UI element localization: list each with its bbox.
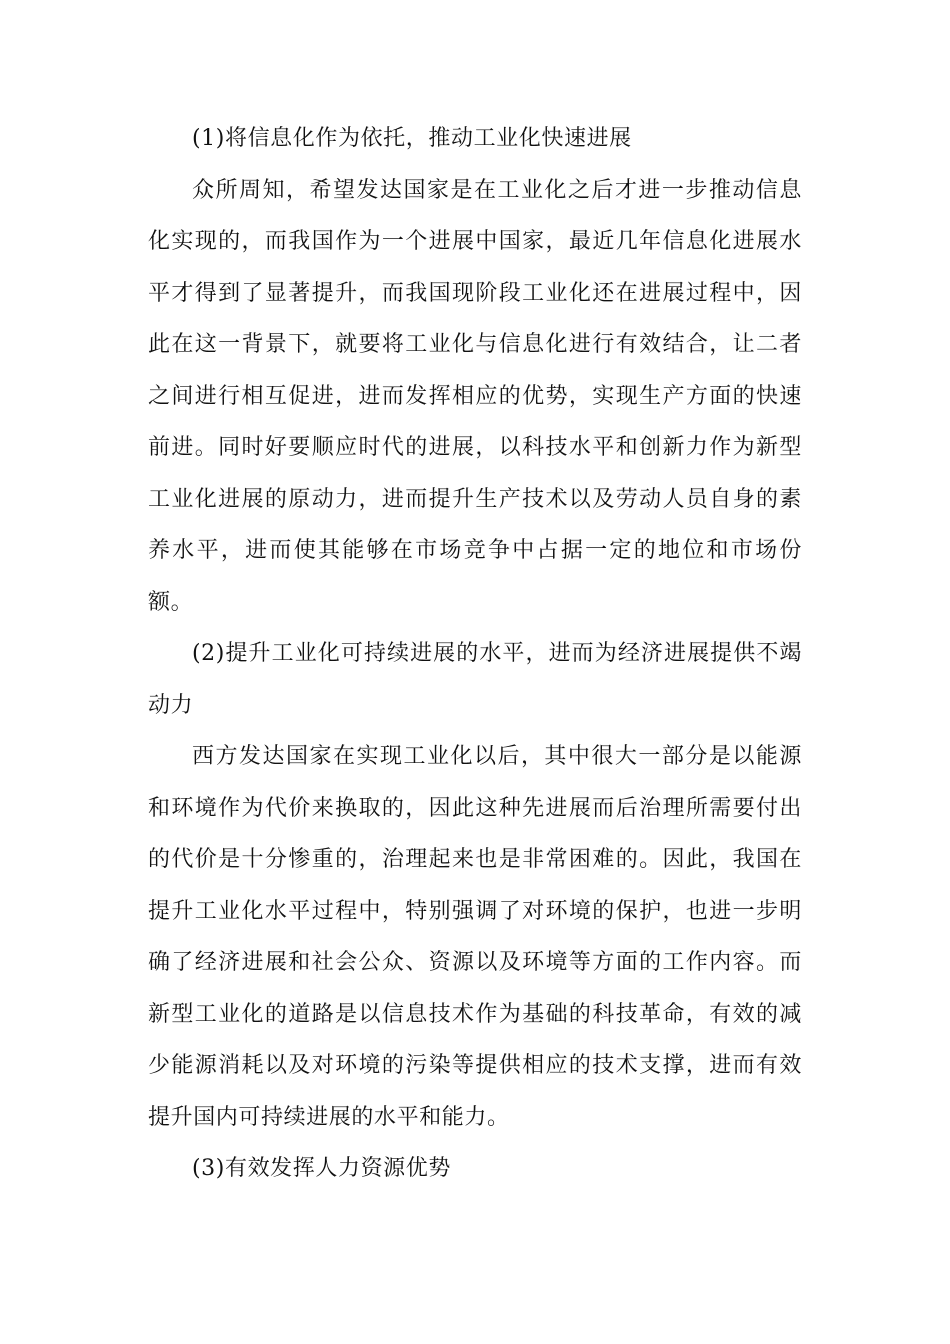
heading-1: (1)将信息化作为依托，推动工业化快速进展 (192, 126, 632, 151)
paragraph-2: 西方发达国家在实现工业化以后，其中很大一部分是以能源和环境作为代价来换取的，因此这种先进展而后治理所需要付出的代价是十分惨重的，治理起来也是非常困难的。因此，我国在提升工业化水平过程中，特别强调了对环境的保护，也进一步明确了经济进展和社会公众、资源以及环境等方面的工作内容。而新型工业化的道路是以信息技术作为基础的科技革命，有效的减少能源消耗以及对环境的污染等提供相应的技术支撑，进而有效提升国内可持续进展的水平和能力。 (148, 744, 802, 1130)
document-body (148, 113, 802, 1195)
paragraph-1: 众所周知，希望发达国家是在工业化之后才进一步推动信息化实现的，而我国作为一个进展中国家，最近几年信息化进展水平才得到了显著提升，而我国现阶段工业化还在进展过程中，因此在这一背景下，就要将工业化与信息化进行有效结合，让二者之间进行相互促进，进而发挥相应的优势，实现生产方面的快速前进。同时好要顺应时代的进展，以科技水平和创新力作为新型工业化进展的原动力，进而提升生产技术以及劳动人员自身的素养水平，进而使其能够在市场竞争中占据一定的地位和市场份额。 (148, 177, 802, 615)
heading-3: (3)有效发挥人力资源优势 (192, 1156, 451, 1181)
heading-2: (2)提升工业化可持续进展的水平，进而为经济进展提供不竭动力 (148, 641, 802, 718)
